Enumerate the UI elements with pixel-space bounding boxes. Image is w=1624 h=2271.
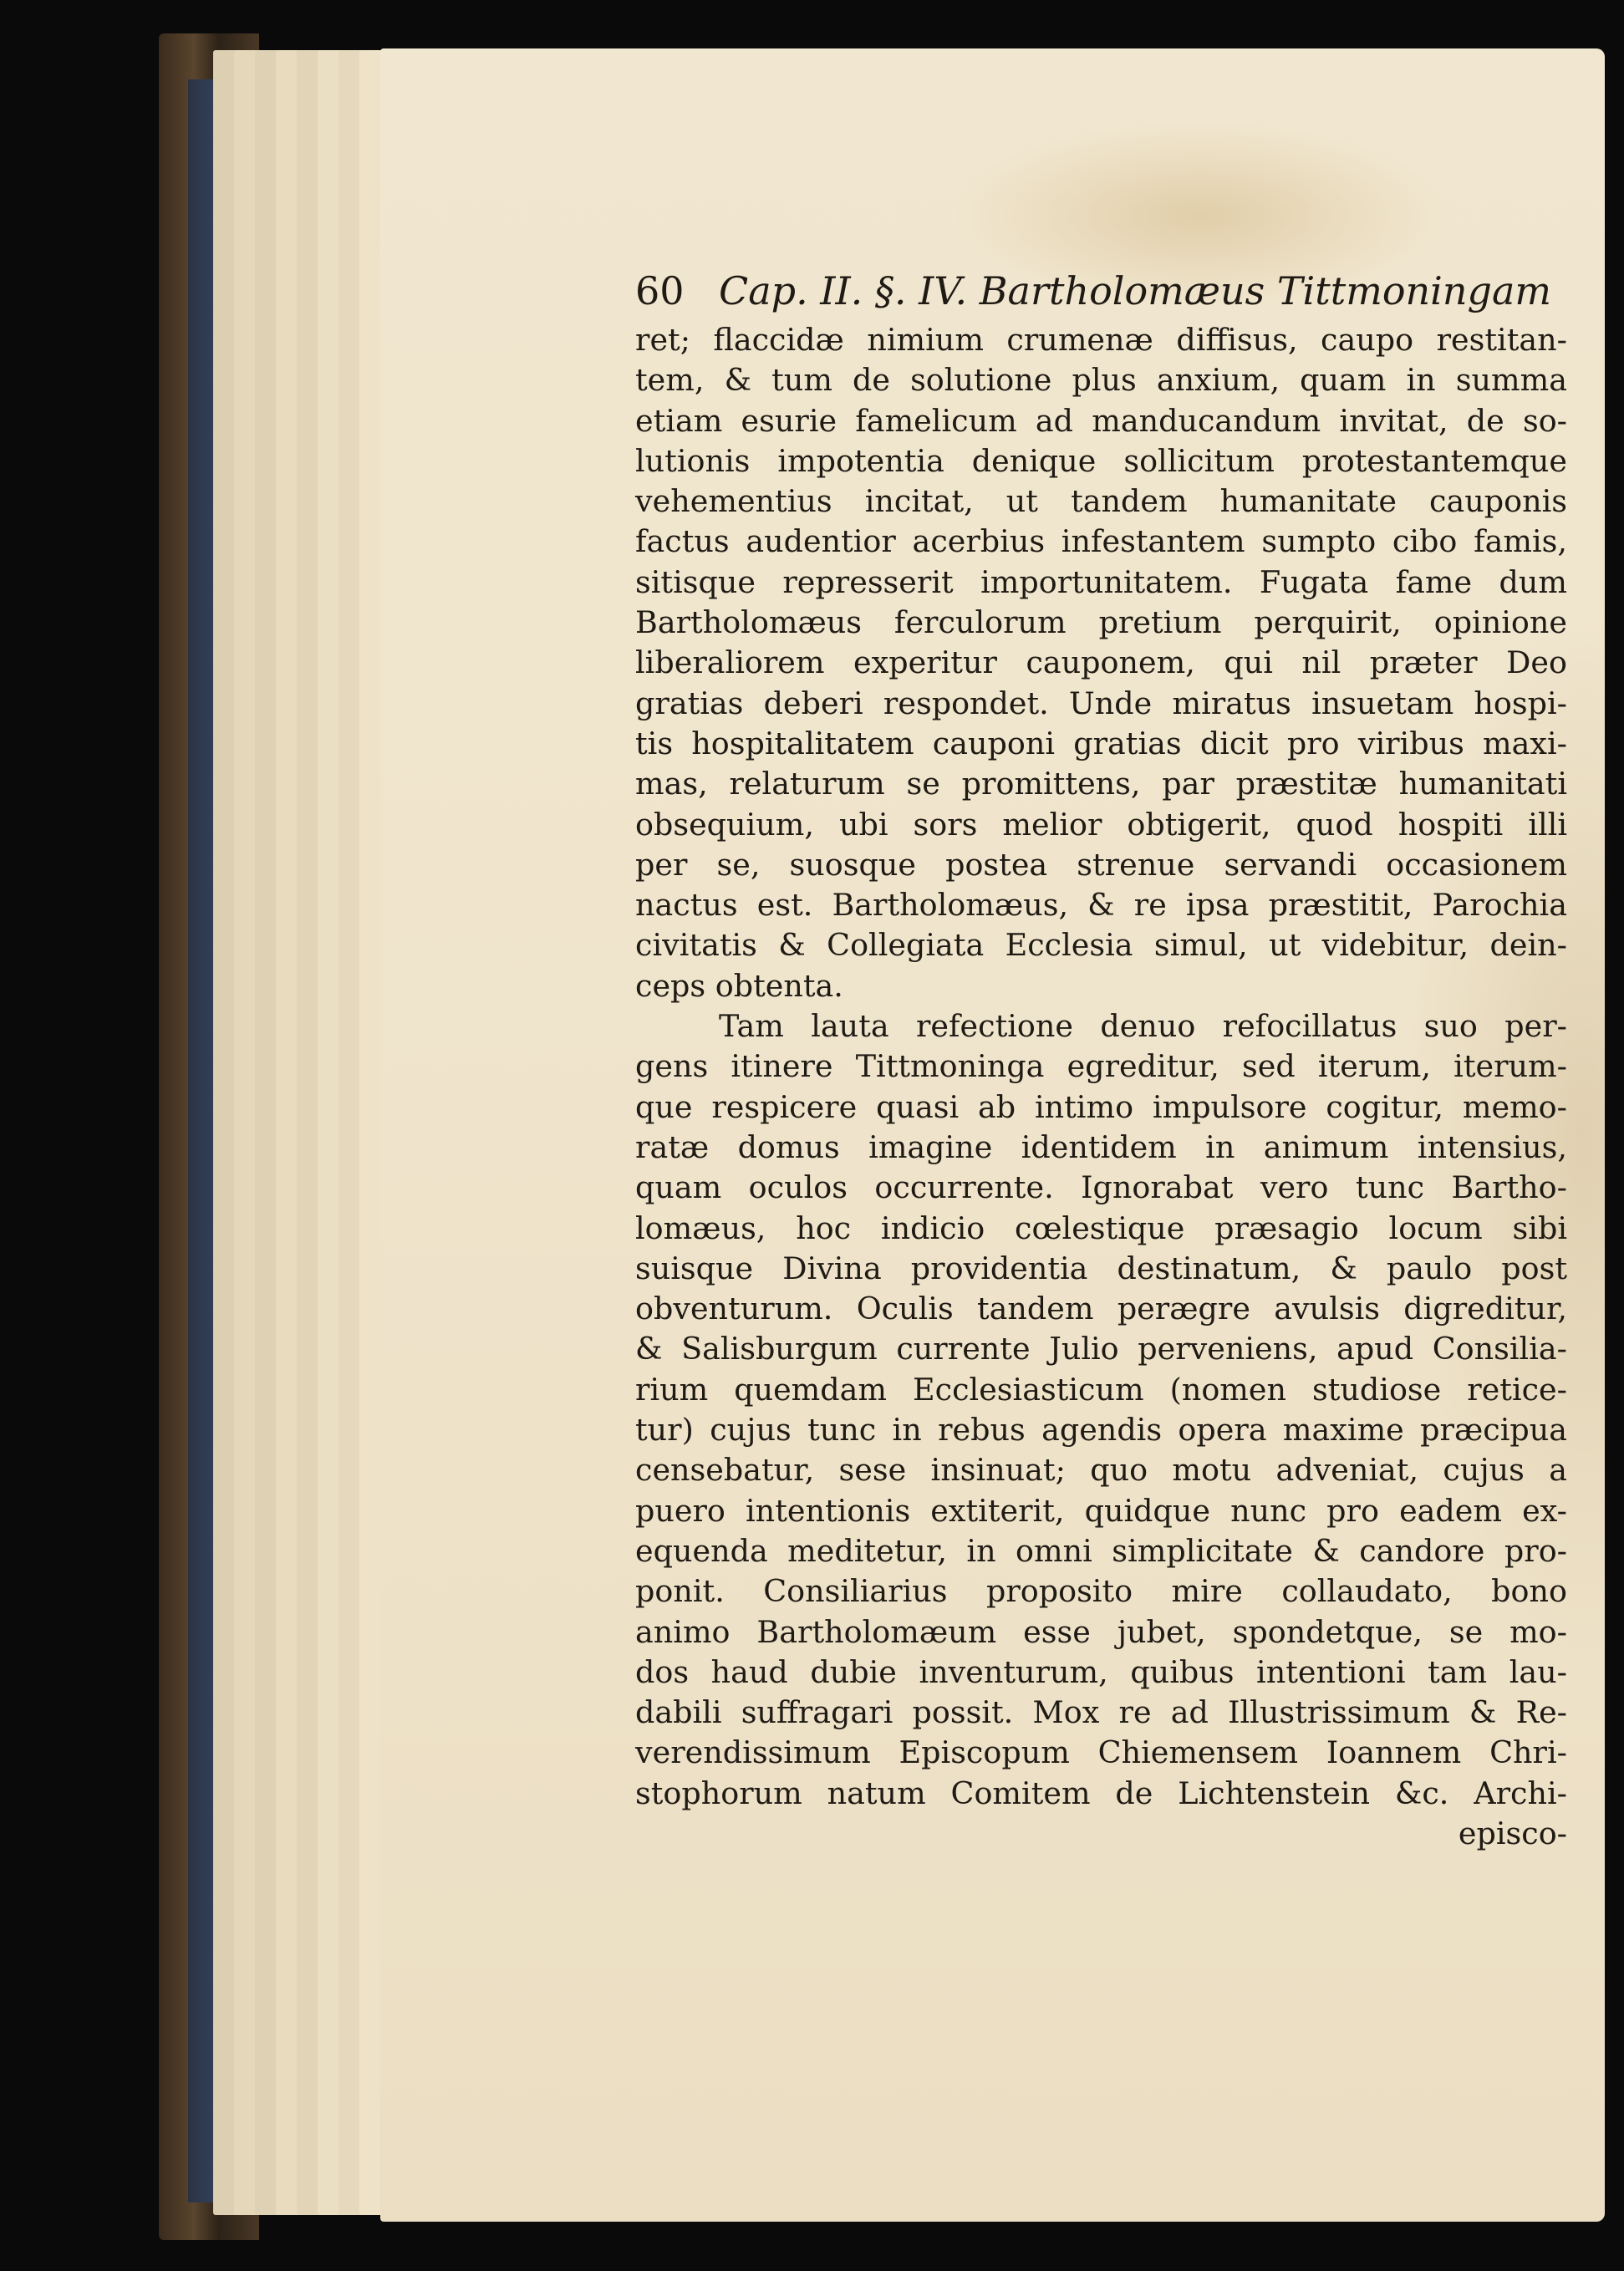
text-line: censebatur, sese insinuat; quo motu adveniat, cujus a xyxy=(635,1452,1567,1489)
page-number: 60 xyxy=(635,268,685,313)
text-line: ceps obtenta. xyxy=(635,967,843,1004)
text-line: liberaliorem experitur cauponem, qui nil præter Deo xyxy=(635,644,1567,681)
text-line: tis hospitalitatem cauponi gratias dicit pro viribus maxi- xyxy=(635,725,1567,761)
text-line: lomæus, hoc indicio cœlestique præsagio locum sibi xyxy=(635,1209,1567,1246)
text-line: mas, relaturum se promittens, par præstitæ humanitati xyxy=(635,766,1567,802)
text-line: sitisque represserit importunitatem. Fugata fame dum xyxy=(635,563,1567,600)
text-line: verendissimum Episcopum Chiemensem Ioannem Chri- xyxy=(635,1734,1567,1771)
running-head xyxy=(635,262,1567,320)
catchword: episco- xyxy=(1458,1815,1567,1851)
text-line: nactus est. Bartholomæus, & re ipsa præstitit, Parochia xyxy=(635,887,1567,924)
text-line: dabili suffragari possit. Mox re ad Illustrissimum & Re- xyxy=(635,1694,1567,1731)
text-block xyxy=(635,262,1567,1854)
text-line: Tam lauta refectione denuo refocillatus suo per- xyxy=(719,1008,1567,1045)
text-line: dos haud dubie inventurum, quibus intentioni tam lau- xyxy=(635,1653,1567,1690)
text-line: suisque Divina providentia destinatum, & paulo post xyxy=(635,1250,1567,1286)
paragraph-2 xyxy=(635,1006,1567,1814)
text-line: per se, suosque postea strenue servandi occasionem xyxy=(635,846,1567,883)
text-line: obventurum. Oculis tandem perægre avulsis digreditur, xyxy=(635,1291,1567,1327)
text-line: animo Bartholomæum esse jubet, spondetque, se mo- xyxy=(635,1613,1567,1650)
text-line: puero intentionis extiterit, quidque nunc pro eadem ex- xyxy=(635,1492,1567,1529)
text-line: & Salisburgum currente Julio perveniens, apud Consilia- xyxy=(635,1331,1567,1367)
text-line: civitatis & Collegiata Ecclesia simul, ut videbitur, dein- xyxy=(635,927,1567,964)
text-line: obsequium, ubi sors melior obtigerit, quod hospiti illi xyxy=(635,806,1567,843)
text-line: gratias deberi respondet. Unde miratus insuetam hospi- xyxy=(635,685,1567,721)
running-head-title: Cap. II. §. IV. Bartholomæus Tittmoningam xyxy=(719,268,1552,313)
text-line: vehementius incitat, ut tandem humanitate cauponis xyxy=(635,483,1567,520)
text-line: Bartholomæus ferculorum pretium perquirit, opinione xyxy=(635,604,1567,641)
text-line: tur) cujus tunc in rebus agendis opera maxime præcipua xyxy=(635,1412,1567,1449)
text-line: rium quemdam Ecclesiasticum (nomen studiose retice- xyxy=(635,1371,1567,1408)
text-line: etiam esurie famelicum ad manducandum invitat, de so- xyxy=(635,402,1567,439)
text-line: tem, & tum de solutione plus anxium, quam in summa xyxy=(635,362,1567,399)
text-line: factus audentior acerbius infestantem sumpto cibo famis, xyxy=(635,523,1567,560)
text-line: equenda meditetur, in omni simplicitate & candore pro- xyxy=(635,1532,1567,1569)
text-line: lutionis impotentia denique sollicitum protestantemque xyxy=(635,442,1567,479)
text-line: ratæ domus imagine identidem in animum intensius, xyxy=(635,1128,1567,1165)
text-line: quam oculos occurrente. Ignorabat vero tunc Bartho- xyxy=(635,1169,1567,1206)
paragraph-1 xyxy=(635,320,1567,1006)
text-line: ret; flaccidæ nimium crumenæ diffisus, caupo restitan- xyxy=(635,322,1567,358)
text-line: que respicere quasi ab intimo impulsore cogitur, memo- xyxy=(635,1088,1567,1125)
text-line: gens itinere Tittmoninga egreditur, sed iterum, iterum- xyxy=(635,1048,1567,1085)
text-line: stophorum natum Comitem de Lichtenstein &c. Archi- xyxy=(635,1775,1567,1811)
text-line: ponit. Consiliarius proposito mire collaudato, bono xyxy=(635,1573,1567,1610)
book-page xyxy=(380,48,1605,2222)
